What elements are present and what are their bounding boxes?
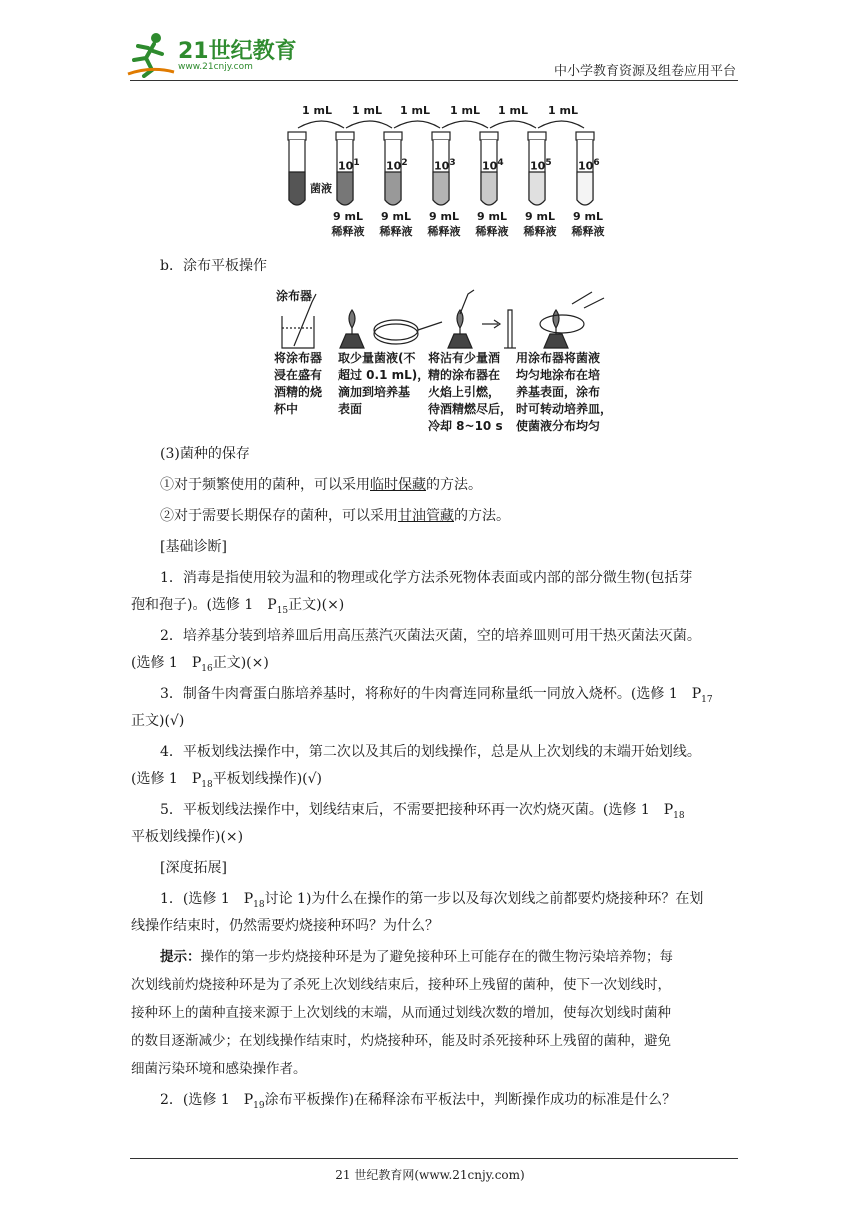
logo-url: www.21cnjy.com: [178, 62, 253, 72]
spreader-label: 涂布器: [276, 289, 313, 303]
diagnosis-q2-line1: 2．培养基分装到培养皿后用高压蒸汽灭菌法灭菌，空的培养皿则可用干热灭菌法灭菌。: [160, 628, 701, 644]
diluent-label: 9 mL 稀释液: [571, 210, 605, 238]
spread-step-2: 取少量菌液(不 超过 0.1 mL)， 滴加到培养基 表面: [338, 351, 430, 416]
diluent-label: 9 mL 稀释液: [379, 210, 413, 238]
transfer-label: 1 mL: [450, 104, 480, 117]
transfer-label: 1 mL: [352, 104, 382, 117]
diagnosis-q3-line1: 3．制备牛肉膏蛋白胨培养基时，将称好的牛肉膏连同称量纸一同放入烧杯。(选修 1 $P_{17}$: [160, 686, 713, 705]
transfer-label: 1 mL: [302, 104, 332, 117]
hint-line4: 的数目逐渐减少；在划线操作结束时，灼烧接种环，能及时杀死接种环上残留的菌种，避免: [131, 1033, 671, 1049]
spread-plate-figure: [272, 288, 622, 432]
basic-diagnosis-heading: [基础诊断]: [160, 539, 227, 555]
diagnosis-q4-line2: (选修 1 $P_{18}$平板划线操作)(√): [131, 771, 323, 790]
dilution-factor-label: $10^1$: [338, 158, 360, 173]
hint-line2: 次划线前灼烧接种环是为了杀死上次划线结束后，接种环上残留的菌种，使下一次划线时，: [131, 977, 671, 993]
transfer-label: 1 mL: [400, 104, 430, 117]
section-b-heading: b．涂布平板操作: [160, 258, 267, 274]
spread-step-4: 用涂布器将菌液 均匀地涂布在培 养基表面，涂布 时可转动培养皿， 使菌液分布均匀: [516, 351, 613, 433]
diluent-label: 9 mL 稀释液: [331, 210, 365, 238]
diluent-label: 9 mL 稀释液: [475, 210, 509, 238]
site-logo: [126, 30, 296, 78]
hint-line3: 接种环上的菌种直接来源于上次划线的末端，从而通过划线次数的增加，使每次划线时菌种: [131, 1005, 671, 1021]
spread-step-1: 将涂布器 浸在盛有 酒精的烧 杯中: [274, 351, 323, 416]
diagnosis-q5-line1: 5．平板划线法操作中，划线结束后，不需要把接种环再一次灼烧灭菌。(选修 1 $P_{18}$: [160, 802, 685, 821]
runner-logo-icon: [126, 30, 176, 78]
diagnosis-q1-line2: 孢和孢子)。(选修 1 $P_{15}$正文)(×): [131, 597, 345, 616]
footer-text: 21 世纪教育网(www.21cnjy.com): [335, 1168, 525, 1182]
diagnosis-q3-line2: 正文)(√): [131, 713, 185, 729]
diagnosis-q1-line1: 1．消毒是指使用较为温和的物理或化学方法杀死物体表面或内部的部分微生物(包括芽: [160, 570, 693, 586]
dilution-factor-label: $10^6$: [578, 158, 600, 173]
dilution-factor-label: $10^3$: [434, 158, 456, 173]
expansion-q2: 2．(选修 1 $P_{19}$涂布平板操作)在稀释涂布平板法中，判断操作成功的标准是什么？: [160, 1092, 677, 1111]
footer-divider: [130, 1158, 738, 1159]
diluent-label: 9 mL 稀释液: [427, 210, 461, 238]
deep-expansion-heading: [深度拓展]: [160, 860, 227, 876]
preservation-item-2: ②对于需要长期保存的菌种，可以采用甘油管藏的方法。: [160, 508, 510, 524]
dilution-factor-label: $10^2$: [386, 158, 408, 173]
transfer-label: 1 mL: [498, 104, 528, 117]
diagnosis-q5-line2: 平板划线操作)(×): [131, 829, 244, 845]
expansion-q1-line1: 1．(选修 1 $P_{18}$讨论 1)为什么在操作的第一步以及每次划线之前都要灼烧接种环？在划: [160, 891, 704, 910]
platform-name: 中小学教育资源及组卷应用平台: [553, 64, 736, 79]
dilution-factor-label: $10^5$: [530, 158, 552, 173]
expansion-q1-line2: 线操作结束时，仍然需要灼烧接种环吗？为什么？: [131, 918, 439, 934]
diagnosis-q4-line1: 4．平板划线法操作中，第二次以及其后的划线操作，总是从上次划线的末端开始划线。: [160, 744, 701, 760]
hint-line5: 细菌污染环境和感染操作者。: [131, 1061, 307, 1077]
preservation-heading: (3)菌种的保存: [160, 446, 250, 462]
spread-steps-svg: [272, 288, 622, 352]
spread-step-3: 将沾有少量酒 精的涂布器在 火焰上引燃， 待酒精燃尽后， 冷却 8~10 s: [428, 351, 513, 433]
header-divider: [130, 80, 738, 81]
diluent-label: 9 mL 稀释液: [523, 210, 557, 238]
transfer-label: 1 mL: [548, 104, 578, 117]
diagnosis-q2-line2: (选修 1 $P_{16}$正文)(×): [131, 655, 269, 674]
hint-line1: 提示：操作的第一步灼烧接种环是为了避免接种环上可能存在的微生物污染培养物；每: [160, 949, 673, 965]
dilution-figure: [280, 104, 610, 244]
preservation-item-1: ①对于频繁使用的菌种，可以采用临时保藏的方法。: [160, 477, 482, 493]
bacteria-liquid-label: 菌液: [310, 182, 332, 195]
logo-text: 21世纪教育: [178, 39, 297, 64]
dilution-factor-label: $10^4$: [482, 158, 504, 173]
